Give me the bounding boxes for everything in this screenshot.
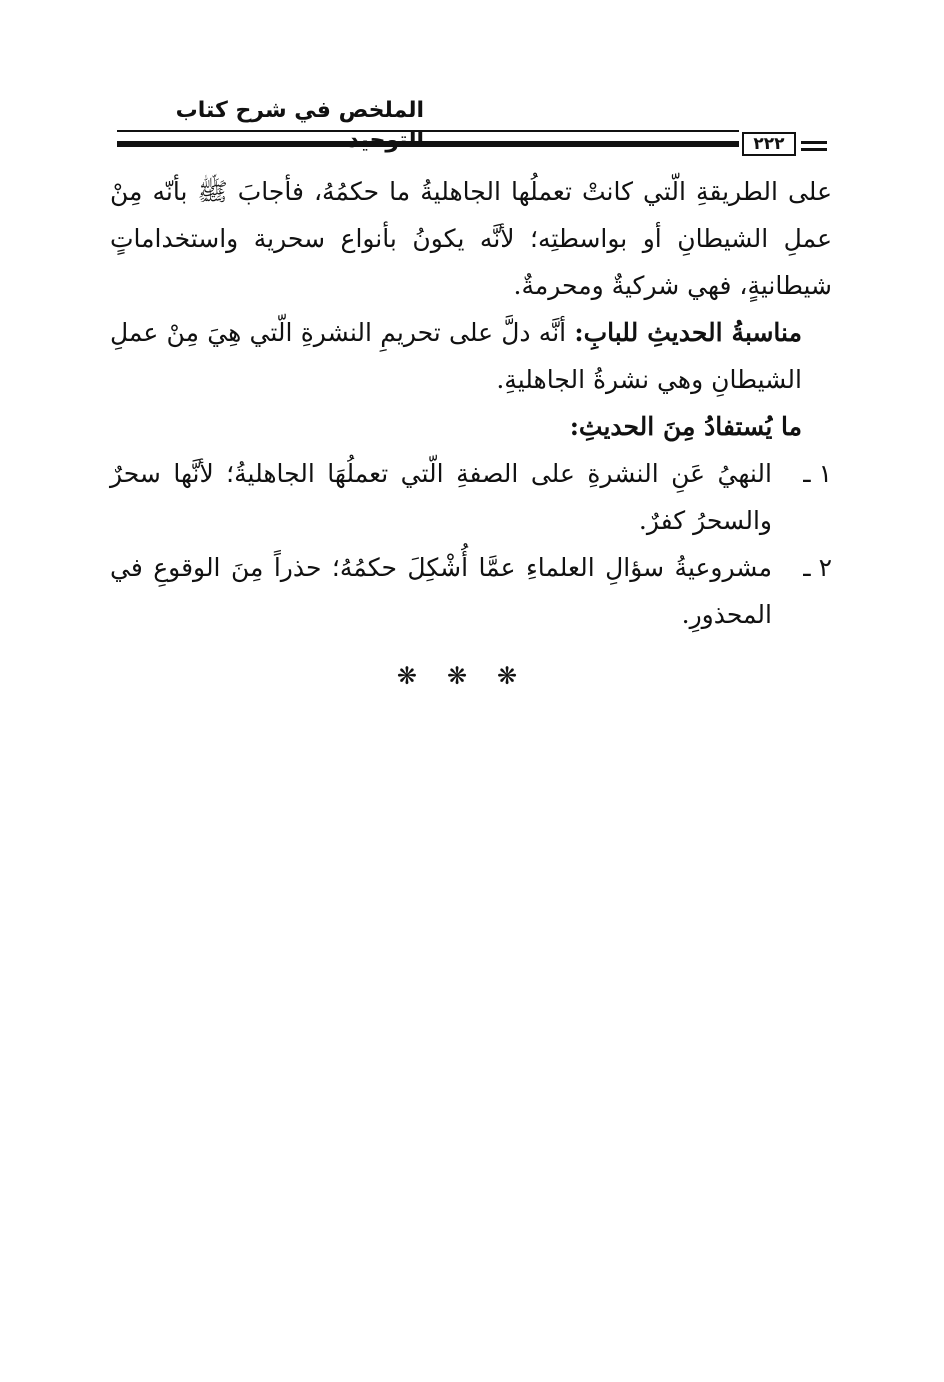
list-item-number: ٢ ـ	[803, 553, 832, 582]
paragraph-2-label: مناسبةُ الحديثِ للبابِ:	[574, 318, 802, 347]
header-rule-thin	[117, 130, 739, 132]
page-number-rule-upper	[801, 141, 827, 144]
paragraph-2	[110, 309, 832, 403]
list-item-text: مشروعيةُ سؤالِ العلماءِ عمَّا أُشْكِلَ حكمُهُ؛ حذراً مِنَ الوقوعِ في المحذورِ.	[110, 553, 772, 629]
list-item-number: ١ ـ	[803, 459, 832, 488]
section-separator: ❋❋❋	[396, 662, 548, 690]
list-item	[110, 544, 832, 638]
header-rule-thick	[117, 141, 739, 147]
body-text	[110, 168, 832, 638]
paragraph-1: على الطريقةِ الّتي كانتْ تعملُها الجاهليةُ ما حكمُهُ، فأجابَ ﷺ بأنّه مِنْ عملِ الشيطانِ أو بواسطتِه؛ لأنَّه يكونُ بأنواع سحرية واستخداماتٍ شيطانيةٍ، فهي شركيةٌ ومحرمةٌ.	[110, 177, 832, 300]
running-title: الملخص في شرح كتاب	[175, 98, 424, 123]
paragraph-2-text: أنَّه دلَّ على تحريمِ النشرةِ الّتي هِيَ مِنْ عملِ الشيطانِ وهي نشرةُ الجاهليةِ.	[110, 318, 802, 394]
page-number: ٢٢٢	[742, 132, 796, 156]
list-item	[110, 450, 832, 544]
page-number-rule-lower	[801, 148, 827, 151]
subheading-benefits: ما يُستفادُ مِنَ الحديثِ:	[569, 412, 802, 441]
list-item-text: النهيُ عَنِ النشرةِ على الصفةِ الّتي تعملُهَا الجاهليةُ؛ لأنَّها سحرٌ والسحرُ كفرٌ.	[110, 459, 772, 535]
